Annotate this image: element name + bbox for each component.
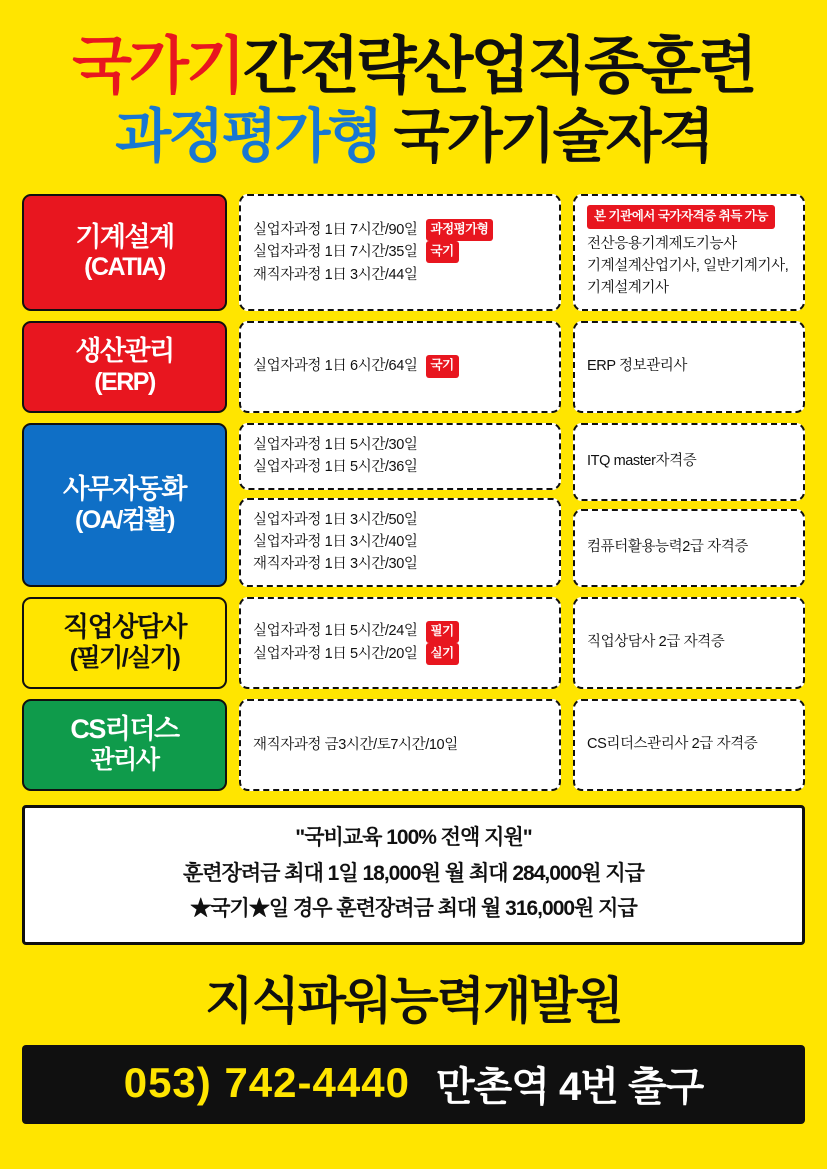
category-subtitle: (OA/컴활) [75, 505, 174, 534]
certificate-column [573, 321, 805, 413]
headline-primary-rest: 간전략산업직종훈련 [242, 32, 755, 101]
schedule-line [253, 355, 547, 377]
program-category [22, 699, 227, 791]
certificate-column [573, 423, 805, 587]
schedule-text: 재직자과정 1日 3시간/30일 [253, 556, 418, 573]
table-row [22, 321, 805, 413]
contact-bar [22, 1045, 805, 1124]
schedule-column [239, 423, 561, 587]
certificate-box [573, 509, 805, 587]
certificate-box [573, 597, 805, 689]
phone-number[interactable]: 053) 742-4440 [123, 1059, 410, 1107]
category-subtitle: (CATIA) [84, 253, 165, 282]
certificate-line: ITQ master자격증 [587, 452, 697, 469]
schedule-box [239, 321, 561, 413]
location-info: 만촌역 4번 출구 [435, 1064, 704, 1109]
category-subtitle: (필기/실기) [69, 644, 180, 673]
support-info-box [22, 805, 805, 945]
schedule-text: 실업자과정 1日 3시간/50일 [253, 511, 418, 528]
category-title: CS리더스 [70, 714, 179, 745]
schedule-line [253, 509, 547, 531]
certificate-line: CS리더스관리사 2급 자격증 [587, 736, 758, 753]
schedule-text: 실업자과정 1日 6시간/64일 [253, 358, 418, 375]
schedule-text: 실업자과정 1日 5시간/20일 [253, 645, 418, 662]
category-subtitle: 관리사 [90, 746, 159, 775]
schedule-box [239, 597, 561, 689]
schedule-text: 실업자과정 1日 7시간/35일 [253, 244, 418, 261]
headline-secondary-highlight: 과정평가형 [115, 104, 381, 170]
schedule-box [239, 423, 561, 490]
certificate-line: 직업상담사 2급 자격증 [587, 634, 725, 651]
category-title: 직업상담사 [63, 612, 186, 643]
table-row [22, 597, 805, 689]
schedule-line [253, 531, 547, 553]
category-title: 생산관리 [75, 335, 174, 366]
schedule-tag: 국기 [426, 241, 459, 263]
schedule-column [239, 597, 561, 689]
program-category [22, 321, 227, 413]
schedule-line [253, 734, 547, 756]
support-allowance: 훈련장려금 최대 1일 18,000원 월 최대 284,000원 지급 [183, 861, 644, 885]
schedule-tag: 필기 [426, 621, 459, 643]
support-allowance-national: ★국기★일 경우 훈련장려금 최대 월 316,000원 지급 [190, 896, 637, 920]
schedule-box [239, 699, 561, 791]
schedule-line [253, 456, 547, 478]
program-category [22, 423, 227, 587]
schedule-line [253, 643, 547, 665]
table-row [22, 699, 805, 791]
schedule-line [253, 219, 547, 241]
certificate-column [573, 597, 805, 689]
table-row [22, 423, 805, 587]
category-title: 사무자동화 [63, 474, 186, 505]
program-table [22, 194, 805, 791]
headline-primary [22, 34, 805, 99]
schedule-text: 실업자과정 1日 5시간/30일 [253, 436, 418, 453]
table-row [22, 194, 805, 311]
certificate-line: 기계설계산업기사, 일반기계기사, [587, 258, 789, 275]
certificate-column [573, 194, 805, 311]
schedule-tag: 과정평가형 [426, 219, 494, 241]
certificate-line: ERP 정보관리사 [587, 357, 688, 374]
schedule-tag: 실기 [426, 643, 459, 665]
schedule-box [239, 498, 561, 587]
program-category [22, 194, 227, 311]
certificate-line: 전산응용기계제도기능사 [587, 236, 737, 253]
certificate-column [573, 699, 805, 791]
schedule-box [239, 194, 561, 311]
certificate-line: 기계설계기사 [587, 279, 669, 296]
certificate-box [573, 194, 805, 311]
category-title: 기계설계 [75, 221, 174, 252]
program-category [22, 597, 227, 689]
certificate-banner: 본 기관에서 국가자격증 취득 가능 [587, 205, 775, 229]
schedule-line [253, 264, 547, 286]
schedule-line [253, 620, 547, 642]
certificate-box [573, 321, 805, 413]
schedule-text: 실업자과정 1日 3시간/40일 [253, 534, 418, 551]
schedule-column [239, 321, 561, 413]
schedule-column [239, 699, 561, 791]
schedule-tag: 국기 [426, 355, 459, 377]
schedule-text: 재직자과정 1日 3시간/44일 [253, 266, 418, 283]
schedule-column [239, 194, 561, 311]
schedule-line [253, 553, 547, 575]
category-subtitle: (ERP) [94, 367, 155, 396]
headline-secondary [22, 104, 805, 170]
certificate-box [573, 699, 805, 791]
schedule-text: 실업자과정 1日 5시간/24일 [253, 623, 418, 640]
support-headline: "국비교육 100% 전액 지원" [295, 825, 532, 849]
schedule-text: 재직자과정 금3시간/토7시간/10일 [253, 736, 458, 753]
schedule-text: 실업자과정 1日 5시간/36일 [253, 459, 418, 476]
headline-secondary-rest: 국가기술자격 [380, 104, 712, 170]
schedule-text: 실업자과정 1日 7시간/90일 [253, 221, 418, 238]
organization-name: 지식파워능력개발원 [205, 972, 622, 1029]
certificate-line: 컴퓨터활용능력2급 자격증 [587, 538, 748, 555]
poster-header [22, 0, 805, 168]
headline-primary-highlight: 국가기 [72, 32, 243, 101]
certificate-box [573, 423, 805, 501]
schedule-line [253, 241, 547, 263]
schedule-line [253, 434, 547, 456]
